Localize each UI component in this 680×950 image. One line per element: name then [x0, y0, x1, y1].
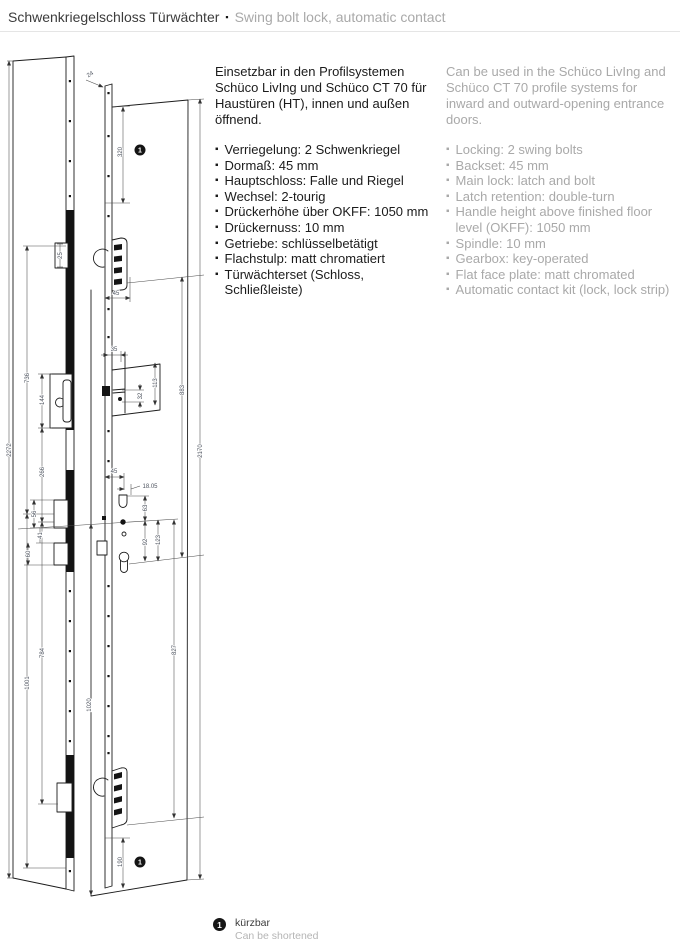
feature-text: Flachstulp: matt chromatiert: [224, 251, 385, 267]
bullet-square-icon: ▪: [215, 175, 219, 187]
dim-label-266: 266: [40, 466, 46, 478]
dim-label-24: 24: [86, 70, 95, 80]
feature-list-en: [446, 142, 676, 298]
dim-label-41: 41: [38, 532, 44, 539]
list-item: [215, 158, 443, 174]
swing-bolt-hook: [94, 249, 108, 267]
bullet-square-icon: ▪: [446, 144, 450, 155]
latch: [119, 495, 127, 508]
dim-113: [153, 363, 159, 405]
dim-label-1001: 1001: [25, 676, 31, 690]
dim-60: [24, 543, 54, 565]
dim-label-35: 35: [110, 347, 118, 353]
dim-24: [86, 70, 103, 87]
dim-label-45-lower: 45: [110, 469, 118, 475]
faceplate-screw-holes: [107, 92, 109, 754]
bullet-square-icon: ▪: [446, 190, 450, 202]
dim-827: [172, 520, 178, 818]
footnote-marker-icon: 1: [213, 918, 226, 931]
list-item: [446, 204, 676, 235]
dim-1001: [23, 514, 66, 868]
dim-92: [143, 521, 149, 561]
lower-swingbolt-keep: [57, 783, 72, 812]
bullet-square-icon: ▪: [446, 206, 450, 218]
bullet-square-icon: ▪: [446, 237, 450, 249]
list-item: [215, 267, 443, 298]
feature-text: Handle height above finished floor level (OKFF): 1050 mm: [455, 204, 653, 235]
feature-text: Verriegelung: 2 Schwenkriegel: [224, 142, 401, 157]
feature-text: Locking: 2 swing bolts: [455, 142, 583, 157]
dim-label-144: 144: [40, 394, 46, 406]
feature-text: Spindle: 10 mm: [455, 235, 546, 251]
dim-label-25: 25: [58, 252, 64, 259]
dim-1020: [87, 524, 93, 895]
list-item: [446, 173, 676, 189]
dim-label-190: 190: [118, 856, 124, 868]
bolt-keep: [54, 543, 68, 565]
list-item: [215, 142, 443, 158]
dim-883: [180, 277, 186, 557]
list-item: [215, 189, 443, 205]
bullet-square-icon: ▪: [215, 159, 219, 171]
technical-drawing: [0, 40, 220, 920]
dim-2170: [198, 99, 204, 879]
dim-label-45-upper: 45: [112, 291, 120, 297]
feature-text: Wechsel: 2-tourig: [224, 188, 326, 204]
list-item: [446, 251, 676, 267]
dim-label-56: 56: [32, 510, 38, 518]
dimensions: [7, 61, 204, 895]
feature-text: Drückerhöhe über OKFF: 1050 mm: [224, 204, 429, 220]
bullet-square-icon: ▪: [446, 159, 450, 171]
feature-text: Main lock: latch and bolt: [455, 173, 596, 189]
dim-320: [105, 106, 146, 203]
list-item: [446, 236, 676, 252]
list-item: [446, 267, 676, 283]
bullet-square-icon: ▪: [215, 268, 219, 280]
bullet-square-icon: ▪: [215, 190, 219, 202]
page-header: [8, 9, 445, 25]
dim-label-32: 32: [138, 392, 144, 400]
dim-41: [36, 528, 54, 543]
dim-63: [127, 496, 149, 521]
title-separator-square: ▪: [225, 12, 229, 22]
lock-unit: [18, 84, 204, 896]
bullet-square-icon: ▪: [215, 144, 219, 155]
dim-label-883: 883: [180, 384, 186, 396]
dim-2272: [7, 61, 13, 878]
feature-text: Latch retention: double-turn: [455, 188, 615, 204]
centre-keep-plate: [50, 374, 72, 428]
bullet-square-icon: ▪: [215, 237, 219, 249]
intro-en: Can be used in the Schüco LivIng and Schüco CT 70 profile systems for inward and outward-opening entrance doors.: [446, 64, 666, 127]
handle-follower: [120, 519, 125, 524]
bullet-square-icon: ▪: [446, 284, 450, 296]
feature-list-de: [215, 142, 443, 298]
list-item: [215, 236, 443, 252]
bullet-square-icon: ▪: [215, 221, 219, 233]
list-item: [215, 220, 443, 236]
bullet-square-icon: ▪: [215, 206, 219, 218]
intro-de: Einsetzbar in den Profilsystemen Schüco LivIng und Schüco CT 70 für Haustüren (HT), innen und außen öffnend.: [215, 64, 427, 127]
feature-text: Gearbox: key-operated: [455, 251, 589, 267]
dim-18-05: [117, 484, 158, 495]
dim-label-320: 320: [118, 146, 124, 158]
dim-label-63: 63: [143, 504, 149, 512]
feature-text: Dormaß: 45 mm: [224, 157, 319, 173]
door-monitor-unit: [102, 352, 160, 416]
list-item: [215, 204, 443, 220]
list-item: [446, 142, 676, 158]
swing-bolt-hook: [94, 778, 108, 796]
page-title-en: Swing bolt lock, automatic contact: [234, 9, 446, 25]
dim-label-123: 123: [156, 534, 162, 546]
list-item: [215, 173, 443, 189]
feature-text: Getriebe: schlüsselbetätigt: [224, 235, 378, 251]
list-item: [215, 251, 443, 267]
feature-text: Flat face plate: matt chromated: [455, 266, 635, 282]
dim-266: [38, 428, 54, 522]
dim-123: [156, 520, 162, 561]
footnote: [213, 917, 318, 943]
bullet-square-icon: ▪: [446, 175, 450, 187]
description-german: [215, 64, 443, 298]
profile-cylinder: [119, 552, 129, 572]
dim-190: [105, 838, 146, 888]
dim-label-60: 60: [26, 550, 32, 558]
latch-keep: [54, 500, 68, 528]
dim-label-113: 113: [153, 378, 159, 388]
dim-label-827: 827: [172, 644, 178, 656]
list-item: [446, 282, 676, 298]
upper-swingbolt-cassette: [94, 238, 127, 291]
dim-label-2170: 2170: [198, 444, 204, 458]
list-item: [446, 158, 676, 174]
dim-label-784: 784: [40, 647, 46, 659]
feature-text: Türwächterset (Schloss, Schließleiste): [224, 266, 364, 298]
dim-label-2272: 2272: [7, 443, 13, 457]
list-item: [446, 189, 676, 205]
bullet-square-icon: ▪: [446, 253, 450, 265]
header-divider: [0, 31, 680, 32]
dim-label-92: 92: [143, 538, 149, 546]
feature-text: Hauptschloss: Falle und Riegel: [224, 173, 404, 189]
feature-text: Drückernuss: 10 mm: [224, 219, 345, 235]
page-title-de: Schwenkriegelschloss Türwächter: [8, 9, 220, 25]
feature-text: Backset: 45 mm: [455, 157, 549, 173]
bullet-square-icon: ▪: [446, 268, 450, 280]
lower-swingbolt-cassette: [94, 768, 127, 828]
description-english: [446, 64, 676, 298]
dim-45-lower: [105, 469, 124, 490]
footnote-text-en: Can be shortened: [235, 930, 319, 942]
footnote-text-de: kürzbar: [235, 917, 271, 929]
bullet-square-icon: ▪: [215, 253, 219, 265]
dim-label-1020: 1020: [87, 698, 93, 712]
footnote-marker-number: 1: [138, 147, 142, 155]
dim-label-18-05: 18.05: [142, 484, 158, 490]
dim-label-736: 736: [25, 372, 31, 384]
feature-text: Automatic contact kit (lock, lock strip): [455, 282, 670, 298]
footnote-marker-number: 1: [138, 859, 142, 867]
